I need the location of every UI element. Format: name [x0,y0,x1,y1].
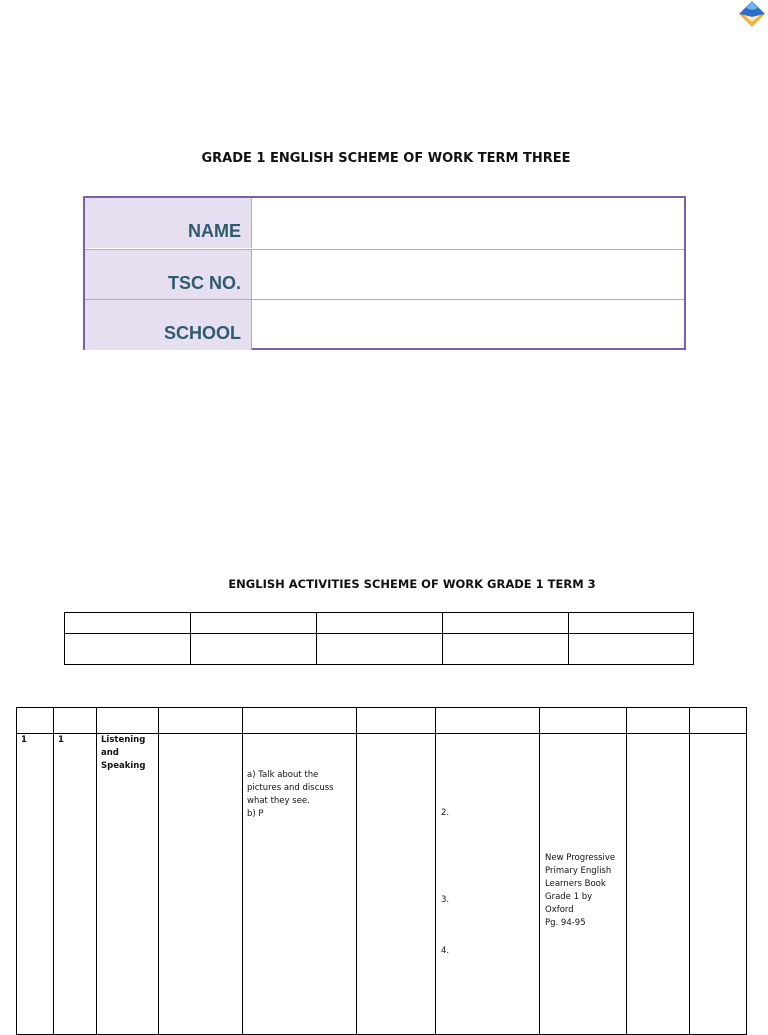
header-cell [54,708,97,734]
teacher-info-table [83,196,686,350]
tsc-label-cell [85,250,252,300]
resource-line: New Progressive [545,853,616,863]
document-title: GRADE 1 ENGLISH SCHEME OF WORK TERM THREE [201,151,571,166]
header-cell [243,708,357,734]
outcome-line: what they see. [247,796,310,806]
header-grid-cell [191,613,317,634]
lesson-number: 1 [58,735,64,745]
scheme-subtitle: ENGLISH ACTIVITIES SCHEME OF WORK GRADE 1 TERM 3 [228,577,596,591]
header-cell [17,708,54,734]
school-field[interactable] [253,300,684,350]
name-label: NAME [188,221,241,241]
header-grid-cell [65,613,191,634]
resources-cell [540,734,627,1035]
outcome-line: a) Talk about the [247,770,319,780]
strand-line: Speaking [101,761,146,771]
header-grid-cell [65,634,191,665]
header-grid-cell [317,634,443,665]
name-label-cell [85,198,252,248]
info-row-school [85,299,684,350]
resource-line: Primary English [545,866,612,876]
learning-outcomes-cell [243,734,357,1035]
name-field[interactable] [253,198,684,248]
learning-experiences-cell [436,734,540,1035]
week-number: 1 [21,735,27,745]
resource-line: Pg. 94-95 [545,918,586,928]
info-row-name [85,198,684,248]
outcome-line: b) P [247,809,264,819]
scheme-header-row [17,708,747,734]
header-grid-cell [569,634,694,665]
sub-strand-cell [159,734,243,1035]
header-grid-cell [569,613,694,634]
header-cell [357,708,436,734]
remarks-cell [690,734,747,1035]
assessment-cell [627,734,690,1035]
header-grid-cell [191,634,317,665]
lesson-cell [54,734,97,1035]
table-row [17,734,747,1035]
resource-line: Learners Book [545,879,606,889]
header-cell [540,708,627,734]
diamond-logo-icon [736,0,768,28]
header-cell [97,708,159,734]
header-cell [627,708,690,734]
list-item: 3. [441,895,450,905]
school-label: SCHOOL [163,323,241,343]
header-grid-cell [317,613,443,634]
tsc-label: TSC NO. [167,273,241,293]
header-grid-cell [443,634,569,665]
strand-line: and [101,748,119,758]
tsc-field[interactable] [253,250,684,300]
list-item: 2. [441,808,450,818]
inquiry-questions-cell [357,734,436,1035]
school-label-cell [85,300,252,350]
strand-line: Listening [101,735,146,745]
info-row-tsc [85,249,684,300]
header-grid-cell [443,613,569,634]
week-cell [17,734,54,1035]
header-cell [159,708,243,734]
strand-cell [97,734,159,1035]
list-item: 4. [441,946,450,956]
scheme-table [16,707,747,1035]
header-cell [436,708,540,734]
resource-line: Oxford [545,905,574,915]
header-cell [690,708,747,734]
resource-line: Grade 1 by [545,892,593,902]
outcome-line: pictures and discuss [247,783,334,793]
header-grid [64,612,694,665]
